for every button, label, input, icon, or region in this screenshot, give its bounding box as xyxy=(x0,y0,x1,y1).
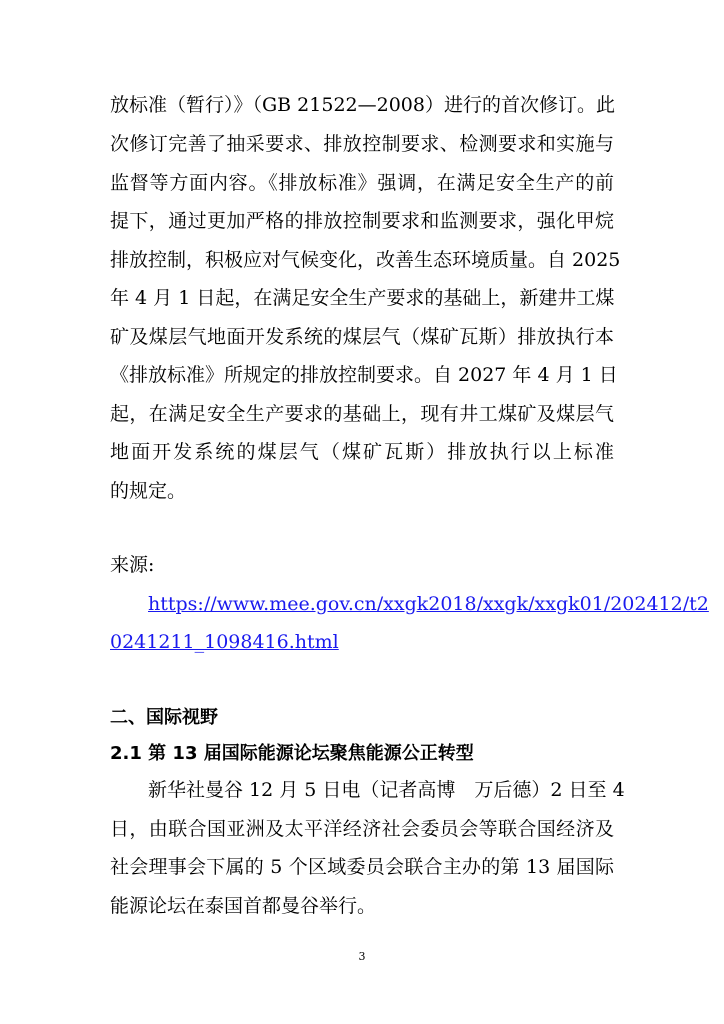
paragraph-line: 放标准（暂行）》（GB 21522—2008）进行的首次修订。此 xyxy=(110,94,615,116)
source-link-continued[interactable] xyxy=(110,627,614,657)
paragraph-line: 地面开发系统的煤层气（煤矿瓦斯）排放执行以上标准 xyxy=(110,441,614,463)
paragraph-line: 社会理事会下属的 5 个区域委员会联合主办的第 13 届国际 xyxy=(110,856,614,878)
source-link-line-1[interactable]: https://www.mee.gov.cn/xxgk2018/xxgk/xxgk01/202412/t2 xyxy=(148,593,709,615)
paragraph-line: 提下，通过更加严格的排放控制要求和监测要求，强化甲烷 xyxy=(110,210,614,232)
source-link-line-2[interactable]: 0241211_1098416.html xyxy=(110,631,339,653)
paragraph-line: 年 4 月 1 日起，在满足安全生产要求的基础上，新建井工煤 xyxy=(110,287,615,309)
paragraph-line: 排放控制，积极应对气候变化，改善生态环境质量。自 2025 xyxy=(110,249,621,271)
paragraph-line: 的规定。 xyxy=(110,480,187,502)
source-label: 来源: xyxy=(110,554,155,576)
paragraph-line: 矿及煤层气地面开发系统的煤层气（煤矿瓦斯）排放执行本 xyxy=(110,326,614,348)
source-link[interactable] xyxy=(148,589,709,619)
paragraph-line: 次修订完善了抽采要求、排放控制要求、检测要求和实施与 xyxy=(110,133,614,155)
page-number: 3 xyxy=(358,950,366,963)
paragraph-line: 能源论坛在泰国首都曼谷举行。 xyxy=(110,895,377,917)
section-heading: 二、国际视野 xyxy=(110,707,218,728)
subsection-heading: 2.1 第 13 届国际能源论坛聚焦能源公正转型 xyxy=(110,743,474,764)
paragraph-line: 新华社曼谷 12 月 5 日电（记者高博 万后德）2 日至 4 xyxy=(148,779,625,801)
paragraph-line: 监督等方面内容。《排放标准》强调，在满足安全生产的前 xyxy=(110,172,614,194)
paragraph-line: 起，在满足安全生产要求的基础上，现有井工煤矿及煤层气 xyxy=(110,403,614,425)
paragraph-line: 日，由联合国亚洲及太平洋经济社会委员会等联合国经济及 xyxy=(110,818,614,840)
paragraph-line: 《排放标准》所规定的排放控制要求。自 2027 年 4 月 1 日 xyxy=(110,364,618,386)
